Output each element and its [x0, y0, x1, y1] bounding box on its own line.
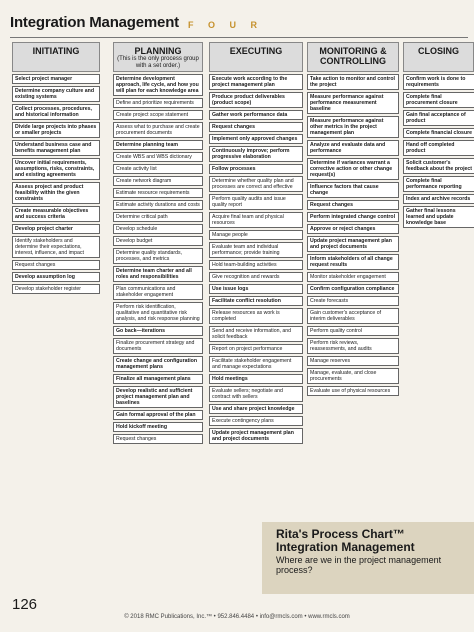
process-item: Create activity list	[113, 164, 203, 174]
process-item: Manage reserves	[307, 356, 399, 366]
process-item: Select project manager	[12, 74, 100, 84]
process-item: Determine if variances warrant a corrective action or other change request(s)	[307, 158, 399, 180]
process-chart-title-block	[262, 522, 474, 594]
process-item: Update project management plan and project documents	[307, 236, 399, 252]
process-item: Determine quality standards, processes, and metrics	[113, 248, 203, 264]
column-items	[403, 74, 474, 228]
process-item: Plan communications and stakeholder engagement	[113, 284, 203, 300]
column-heading-text: INITIATING	[32, 46, 80, 56]
process-item: Develop assumption log	[12, 272, 100, 282]
process-item: Inform stakeholders of all change request results	[307, 254, 399, 270]
process-item: Execute contingency plans	[209, 416, 303, 426]
process-item: Estimate resource requirements	[113, 188, 203, 198]
process-item: Follow processes	[209, 164, 303, 174]
process-item: Develop stakeholder register	[12, 284, 100, 294]
column-heading-text: PLANNING	[134, 46, 182, 56]
process-item: Gather work performance data	[209, 110, 303, 120]
column-planning	[113, 42, 203, 444]
process-item: Confirm configuration compliance	[307, 284, 399, 294]
process-item: Monitor stakeholder engagement	[307, 272, 399, 282]
process-item: Send and receive information, and solicit feedback	[209, 326, 303, 342]
process-item: Determine development approach, life cycle, and how you will plan for each knowledge area	[113, 74, 203, 96]
process-item: Gain final acceptance of product	[403, 110, 474, 126]
chart-title: Integration Management	[276, 540, 415, 554]
process-item: Measure performance against performance measurement baseline	[307, 92, 399, 114]
column-heading	[307, 42, 399, 72]
process-item: Evaluate sellers; negotiate and contract with sellers	[209, 386, 303, 402]
column-heading	[403, 42, 474, 72]
process-item: Gain formal approval of the plan	[113, 410, 203, 420]
page-number: 126	[12, 596, 38, 613]
column-executing	[209, 42, 303, 444]
process-item: Acquire final team and physical resources	[209, 212, 303, 228]
process-item: Implement only approved changes	[209, 134, 303, 144]
process-item: Create forecasts	[307, 296, 399, 306]
process-item: Create network diagram	[113, 176, 203, 186]
process-item: Perform quality control	[307, 326, 399, 336]
process-item: Confirm work is done to requirements	[403, 74, 474, 90]
process-item: Update project management plan and project documents	[209, 428, 303, 444]
process-item: Perform quality audits and issue quality report	[209, 194, 303, 210]
process-item: Evaluate use of physical resources	[307, 386, 399, 396]
footer-copyright: © 2018 RMC Publications, Inc.™ • 952.846.4484 • info@rmcls.com • www.rmcls.com	[124, 614, 350, 620]
column-heading	[113, 42, 203, 72]
process-item: Analyze and evaluate data and performance	[307, 140, 399, 156]
column-heading	[12, 42, 100, 72]
process-item: Identify stakeholders and determine their expectations, interest, influence, and impact	[12, 236, 100, 258]
process-item: Request changes	[307, 200, 399, 210]
process-item: Produce product deliverables (product scope)	[209, 92, 303, 108]
process-item: Assess what to purchase and create procurement documents	[113, 122, 203, 138]
process-item: Hold meetings	[209, 374, 303, 384]
process-item: Uncover initial requirements, assumptions, risks, constraints, and existing agreements	[12, 158, 100, 180]
process-item: Collect processes, procedures, and historical information	[12, 104, 100, 120]
process-item: Use issue logs	[209, 284, 303, 294]
process-item: Perform integrated change control	[307, 212, 399, 222]
column-heading	[209, 42, 303, 72]
process-item: Finalize procurement strategy and documents	[113, 338, 203, 354]
process-item: Request changes	[209, 122, 303, 132]
column-initiating	[12, 42, 100, 294]
process-item: Develop schedule	[113, 224, 203, 234]
column-closing	[403, 42, 474, 228]
column-subheading: (This is the only process group with a set order.)	[117, 56, 199, 69]
process-item: Create measurable objectives and success criteria	[12, 206, 100, 222]
process-item: Measure performance against other metrics in the project management plan	[307, 116, 399, 138]
process-item: Define and prioritize requirements	[113, 98, 203, 108]
column-heading-text: CLOSING	[417, 46, 459, 56]
chart-subtitle: Where are we in the project management process?	[276, 555, 442, 575]
process-item: Solicit customer's feedback about the project	[403, 158, 474, 174]
process-item: Continuously improve; perform progressive elaboration	[209, 146, 303, 162]
process-item: Complete financial closure	[403, 128, 474, 138]
process-item: Create change and configuration management plans	[113, 356, 203, 372]
process-item: Hold kickoff meeting	[113, 422, 203, 432]
process-item: Index and archive records	[403, 194, 474, 204]
chart-series-title: Rita's Process Chart™	[276, 527, 405, 541]
process-item: Perform risk reviews, reassessments, and audits	[307, 338, 399, 354]
header-rule	[10, 37, 468, 38]
process-item: Complete final performance reporting	[403, 176, 474, 192]
page-title: Integration Management	[10, 14, 179, 31]
process-item: Hold team-building activities	[209, 260, 303, 270]
process-item: Influence factors that cause change	[307, 182, 399, 198]
process-item: Execute work according to the project management plan	[209, 74, 303, 90]
process-item: Understand business case and benefits management plan	[12, 140, 100, 156]
process-item: Gain customer's acceptance of interim deliverables	[307, 308, 399, 324]
process-item: Create project scope statement	[113, 110, 203, 120]
process-item: Develop project charter	[12, 224, 100, 234]
process-item: Take action to monitor and control the project	[307, 74, 399, 90]
process-item: Release resources as work is completed	[209, 308, 303, 324]
process-item: Determine team charter and all roles and responsibilities	[113, 266, 203, 282]
process-item: Request changes	[113, 434, 203, 444]
chapter-label: F O U R	[188, 20, 263, 30]
process-item: Determine critical path	[113, 212, 203, 222]
process-item: Approve or reject changes	[307, 224, 399, 234]
process-item: Facilitate stakeholder engagement and manage expectations	[209, 356, 303, 372]
process-item: Determine whether quality plan and processes are correct and effective	[209, 176, 303, 192]
process-item: Report on project performance	[209, 344, 303, 354]
column-items	[209, 74, 303, 444]
column-monitoring-controlling	[307, 42, 399, 396]
process-item: Develop realistic and sufficient project management plan and baselines	[113, 386, 203, 408]
process-item: Give recognition and rewards	[209, 272, 303, 282]
process-item: Perform risk identification, qualitative and quantitative risk analysis, and risk response planning	[113, 302, 203, 324]
column-heading-text: EXECUTING	[229, 46, 283, 56]
process-item: Request changes	[12, 260, 100, 270]
process-item: Divide large projects into phases or smaller projects	[12, 122, 100, 138]
process-item: Determine company culture and existing systems	[12, 86, 100, 102]
process-item: Complete final procurement closure	[403, 92, 474, 108]
process-item: Hand off completed product	[403, 140, 474, 156]
column-items	[12, 74, 100, 294]
process-item: Estimate activity durations and costs	[113, 200, 203, 210]
process-item: Facilitate conflict resolution	[209, 296, 303, 306]
process-item: Manage people	[209, 230, 303, 240]
process-item: Develop budget	[113, 236, 203, 246]
page-header	[10, 14, 179, 32]
column-items	[113, 74, 203, 444]
process-item: Use and share project knowledge	[209, 404, 303, 414]
process-item: Gather final lessons learned and update knowledge base	[403, 206, 474, 228]
column-items	[307, 74, 399, 396]
process-item: Determine planning team	[113, 140, 203, 150]
process-item: Assess project and product feasibility within the given constraints	[12, 182, 100, 204]
column-heading-text: MONITORING & CONTROLLING	[319, 46, 387, 66]
process-item: Finalize all management plans	[113, 374, 203, 384]
process-item: Create WBS and WBS dictionary	[113, 152, 203, 162]
process-item: Manage, evaluate, and close procurements	[307, 368, 399, 384]
process-item: Go back—iterations	[113, 326, 203, 336]
process-item: Evaluate team and individual performance; provide training	[209, 242, 303, 258]
